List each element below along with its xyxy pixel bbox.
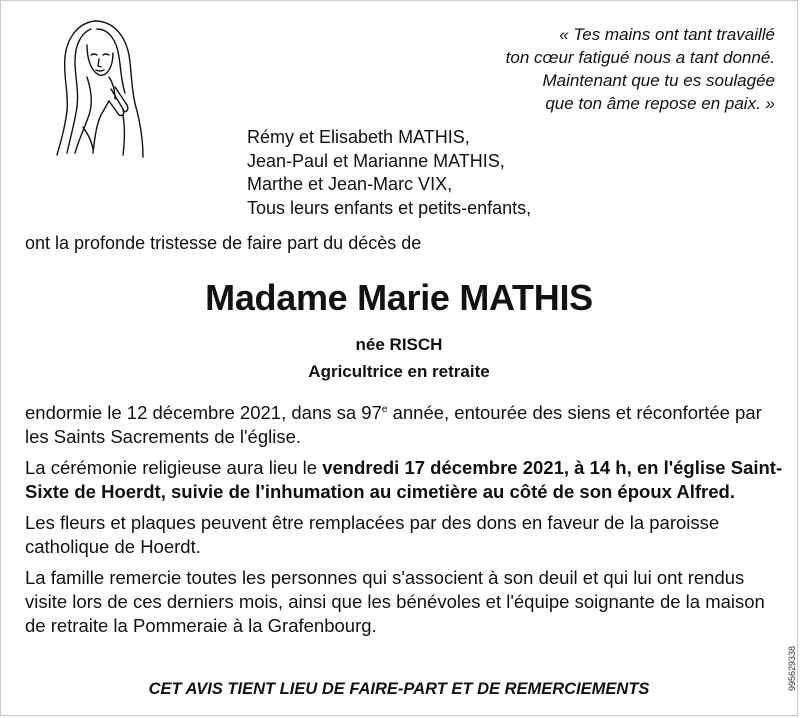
footer-notice: CET AVIS TIENT LIEU DE FAIRE-PART ET DE REMERCIEMENTS — [148, 680, 650, 698]
announcement-intro: ont la profonde tristesse de faire part du décès de — [25, 233, 422, 253]
occupation: Agricultrice en retraite — [308, 362, 490, 381]
poem-line: Maintenant que tu es soulagée — [542, 71, 775, 90]
maiden-name: née RISCH — [355, 335, 443, 354]
family-line: Marthe et Jean-Marc VIX, — [247, 174, 453, 194]
ordinal-suffix: e — [381, 404, 388, 415]
donations-paragraph: Les fleurs et plaques peuvent être remplacées par des dons en faveur de la paroisse catholique de Hoerdt. — [25, 512, 720, 557]
death-text-start: endormie le 12 décembre 2021, dans sa 97 — [25, 402, 382, 423]
ceremony-details: vendredi 17 décembre 2021, à 14 h, en l'église Saint-Sixte de Hoerdt, suivie de l'inhumation au cimetière au côté de son époux Alfred. — [25, 457, 783, 502]
family-line: Rémy et Elisabeth MATHIS, — [247, 127, 470, 147]
poem-line: que ton âme repose en paix. » — [545, 94, 775, 113]
family-line: Tous leurs enfants et petits-enfants, — [247, 197, 532, 218]
family-line: Jean-Paul et Marianne MATHIS, — [247, 150, 505, 171]
praying-madonna-icon — [53, 15, 145, 161]
poem-line: ton cœur fatigué nous a tant donné. — [505, 48, 775, 67]
deceased-name: Madame Marie MATHIS — [205, 277, 593, 318]
thanks-paragraph: La famille remercie toutes les personnes qui s'associent à son deuil et qui lui ont rendus visite lors de ces derniers mois, ainsi que les bénévoles et l'équipe soignante de la maison de retraite la Pommeraie à la Grafenbourg. — [25, 567, 765, 636]
family-list — [247, 126, 531, 220]
notice-body — [25, 401, 783, 645]
ceremony-prefix: La cérémonie religieuse aura lieu le — [25, 457, 323, 478]
poem-quote — [415, 23, 775, 115]
death-text-end: année, entourée des siens et réconfortée par les Saints Sacrements de l'église. — [25, 402, 762, 447]
ceremony-paragraph — [25, 456, 783, 504]
poem-line: « Tes mains ont tant travaillé — [559, 25, 775, 44]
reference-number: 995629338 — [787, 645, 797, 691]
death-paragraph — [25, 401, 783, 449]
